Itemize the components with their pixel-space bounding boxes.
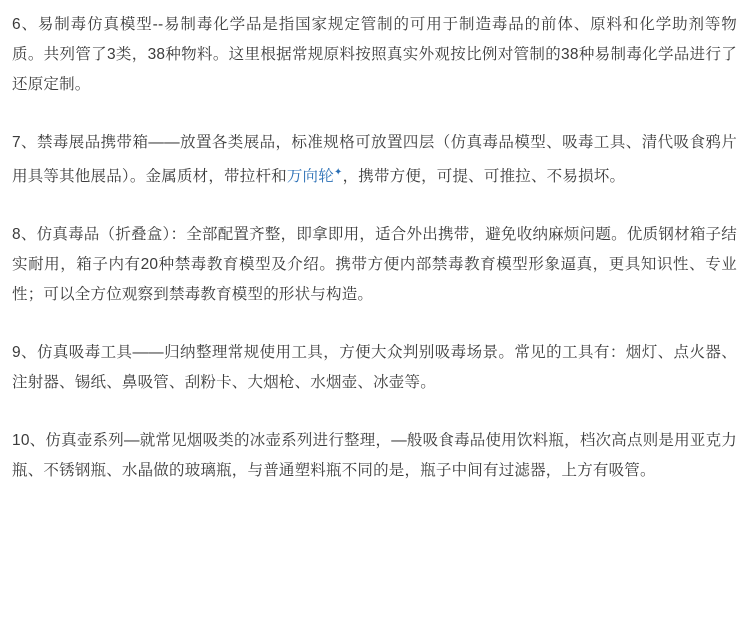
paragraph-item-7-text-after-link: ，携带方便，可提、可推拉、不易损坏。 <box>342 168 626 186</box>
paragraph-item-7-text-before-link: 7、禁毒展品携带箱——放置各类展品，标准规格可放置四层（仿真毒品模型、吸毒工具、清代吸食鸦片用具等其他展品）。金属质材，带拉杆和 <box>12 134 737 186</box>
paragraph-item-10: 10、仿真壶系列—就常见烟吸类的冰壶系列进行整理，—般吸食毒品使用饮料瓶，档次高点则是用亚克力瓶、不锈钢瓶、水晶做的玻璃瓶，与普通塑料瓶不同的是，瓶子中间有过滤器，上方有吸管。 <box>12 432 737 480</box>
paragraph-item-6: 6、易制毒仿真模型--易制毒化学品是指国家规定管制的可用于制造毒品的前体、原料和化学助剂等物质。共列管了3类，38种物料。这里根据常规原料按照真实外观按比例对管制的38种易制毒化学品进行了还原定制。 <box>12 16 737 93</box>
wanxianglun-link[interactable] <box>287 168 343 185</box>
paragraph-item-7 <box>8 128 741 192</box>
paragraph-item-9: 9、仿真吸毒工具——归纳整理常规使用工具，方便大众判别吸毒场景。常见的工具有：烟灯、点火器、注射器、锡纸、鼻吸管、刮粉卡、大烟枪、水烟壶、冰壶等。 <box>12 344 737 392</box>
link-superscript-icon: ✦ <box>333 167 343 178</box>
paragraph-item-8: 8、仿真毒品（折叠盒）：全部配置齐整，即拿即用，适合外出携带，避免收纳麻烦问题。优质钢材箱子结实耐用，箱子内有20种禁毒教育模型及介绍。携带方便内部禁毒教育模型形象逼真，更具知识性、专业性；可以全方位观察到禁毒教育模型的形状与构造。 <box>12 226 737 304</box>
wanxianglun-link-label: 万向轮 <box>286 168 334 186</box>
